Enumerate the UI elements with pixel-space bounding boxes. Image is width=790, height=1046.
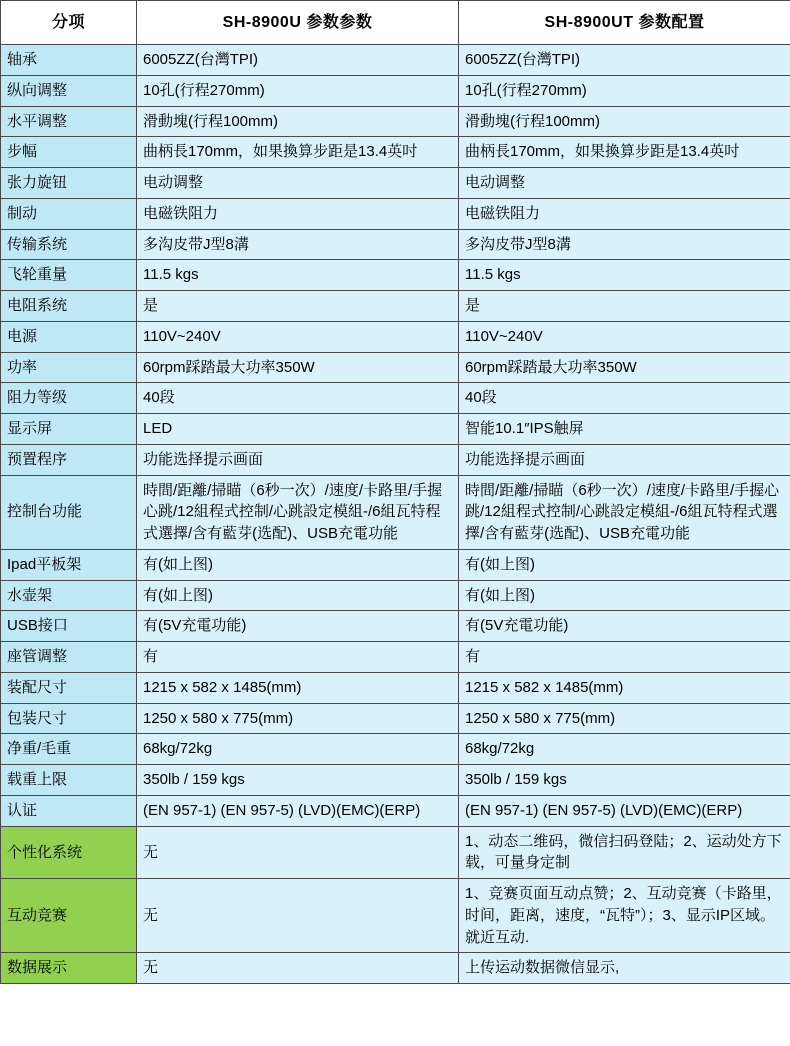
row-value-model-u: 曲柄長170mm，如果換算步距是13.4英吋	[137, 137, 459, 168]
row-value-model-ut: 功能选择提示画面	[459, 444, 790, 475]
row-label: 载重上限	[1, 765, 137, 796]
row-label: 轴承	[1, 45, 137, 76]
row-value-model-u: 电磁铁阻力	[137, 198, 459, 229]
row-value-model-ut: 电磁铁阻力	[459, 198, 790, 229]
table-row	[1, 703, 790, 734]
row-value-model-u: 是	[137, 291, 459, 322]
row-value-model-ut: 110V~240V	[459, 321, 790, 352]
row-label: 电阻系统	[1, 291, 137, 322]
row-label: 装配尺寸	[1, 672, 137, 703]
header-cell-model-u: SH-8900U 参数参数	[137, 1, 459, 45]
table-row	[1, 383, 790, 414]
row-value-model-ut: 1215 x 582 x 1485(mm)	[459, 672, 790, 703]
row-value-model-u: 有(如上图)	[137, 549, 459, 580]
row-value-model-u: 11.5 kgs	[137, 260, 459, 291]
table-row	[1, 734, 790, 765]
table-row	[1, 414, 790, 445]
table-row	[1, 198, 790, 229]
row-label: 纵向调整	[1, 75, 137, 106]
row-label: 预置程序	[1, 444, 137, 475]
table-row	[1, 953, 790, 984]
table-row	[1, 879, 790, 953]
table-row	[1, 475, 790, 549]
row-label: 互动竞赛	[1, 879, 137, 953]
row-label: 步幅	[1, 137, 137, 168]
row-value-model-u: 多沟皮带J型8溝	[137, 229, 459, 260]
row-value-model-u: LED	[137, 414, 459, 445]
row-value-model-ut: 曲柄長170mm，如果換算步距是13.4英吋	[459, 137, 790, 168]
table-row	[1, 549, 790, 580]
row-value-model-ut: 1250 x 580 x 775(mm)	[459, 703, 790, 734]
row-label: 显示屏	[1, 414, 137, 445]
row-label: 控制台功能	[1, 475, 137, 549]
table-row	[1, 352, 790, 383]
row-value-model-u: 350lb / 159 kgs	[137, 765, 459, 796]
row-label: 张力旋钮	[1, 168, 137, 199]
row-label: 制动	[1, 198, 137, 229]
row-label: 个性化系统	[1, 826, 137, 879]
row-value-model-ut: 40段	[459, 383, 790, 414]
table-row	[1, 826, 790, 879]
row-label: 传输系统	[1, 229, 137, 260]
row-label: 飞轮重量	[1, 260, 137, 291]
row-value-model-u: 有(如上图)	[137, 580, 459, 611]
row-value-model-ut: 6005ZZ(台灣TPI)	[459, 45, 790, 76]
table-row	[1, 75, 790, 106]
table-row	[1, 642, 790, 673]
row-label: 包装尺寸	[1, 703, 137, 734]
row-value-model-ut: 68kg/72kg	[459, 734, 790, 765]
row-value-model-u: 60rpm踩踏最大功率350W	[137, 352, 459, 383]
table-row	[1, 321, 790, 352]
header-cell-category: 分项	[1, 1, 137, 45]
row-value-model-u: (EN 957-1) (EN 957-5) (LVD)(EMC)(ERP)	[137, 795, 459, 826]
table-row	[1, 260, 790, 291]
row-label: 座管调整	[1, 642, 137, 673]
row-value-model-u: 6005ZZ(台灣TPI)	[137, 45, 459, 76]
table-row	[1, 229, 790, 260]
row-value-model-u: 10孔(行程270mm)	[137, 75, 459, 106]
table-row	[1, 106, 790, 137]
row-value-model-u: 无	[137, 879, 459, 953]
table-row	[1, 137, 790, 168]
row-value-model-u: 110V~240V	[137, 321, 459, 352]
row-value-model-ut: 時間/距離/掃瞄（6秒一次）/速度/卡路里/手握心跳/12組程式控制/心跳設定模組-/6組瓦特程式選擇/含有藍芽(选配)、USB充電功能	[459, 475, 790, 549]
row-value-model-ut: 350lb / 159 kgs	[459, 765, 790, 796]
row-value-model-u: 电动调整	[137, 168, 459, 199]
row-value-model-u: 1215 x 582 x 1485(mm)	[137, 672, 459, 703]
row-label: 数据展示	[1, 953, 137, 984]
row-value-model-ut: 11.5 kgs	[459, 260, 790, 291]
row-value-model-ut: 有	[459, 642, 790, 673]
row-value-model-ut: 有(5V充電功能)	[459, 611, 790, 642]
table-row	[1, 444, 790, 475]
row-label: 水平调整	[1, 106, 137, 137]
table-row	[1, 611, 790, 642]
row-value-model-ut: 智能10.1″IPS触屏	[459, 414, 790, 445]
row-value-model-ut: (EN 957-1) (EN 957-5) (LVD)(EMC)(ERP)	[459, 795, 790, 826]
row-value-model-u: 40段	[137, 383, 459, 414]
table-row	[1, 672, 790, 703]
table-row	[1, 168, 790, 199]
header-cell-model-ut: SH-8900UT 参数配置	[459, 1, 790, 45]
row-label: Ipad平板架	[1, 549, 137, 580]
row-value-model-u: 有(5V充電功能)	[137, 611, 459, 642]
table-row	[1, 765, 790, 796]
row-value-model-u: 功能选择提示画面	[137, 444, 459, 475]
table-row	[1, 795, 790, 826]
row-label: 功率	[1, 352, 137, 383]
table-row	[1, 580, 790, 611]
row-label: 电源	[1, 321, 137, 352]
row-value-model-ut: 电动调整	[459, 168, 790, 199]
row-value-model-ut: 多沟皮带J型8溝	[459, 229, 790, 260]
row-value-model-ut: 上传运动数据微信显示,	[459, 953, 790, 984]
row-value-model-ut: 滑動塊(行程100mm)	[459, 106, 790, 137]
row-label: 水壶架	[1, 580, 137, 611]
row-label: 认证	[1, 795, 137, 826]
row-value-model-ut: 60rpm踩踏最大功率350W	[459, 352, 790, 383]
table-row	[1, 291, 790, 322]
row-value-model-ut: 10孔(行程270mm)	[459, 75, 790, 106]
row-label: USB接口	[1, 611, 137, 642]
row-value-model-u: 无	[137, 953, 459, 984]
row-label: 净重/毛重	[1, 734, 137, 765]
row-value-model-u: 68kg/72kg	[137, 734, 459, 765]
row-value-model-u: 有	[137, 642, 459, 673]
row-value-model-ut: 1、动态二维码，微信扫码登陆；2、运动处方下载，可量身定制	[459, 826, 790, 879]
row-value-model-u: 時間/距離/掃瞄（6秒一次）/速度/卡路里/手握心跳/12組程式控制/心跳設定模組-/6組瓦特程式選擇/含有藍芽(选配)、USB充電功能	[137, 475, 459, 549]
row-label: 阻力等级	[1, 383, 137, 414]
table-row	[1, 45, 790, 76]
row-value-model-ut: 是	[459, 291, 790, 322]
table-header-row	[1, 1, 790, 45]
row-value-model-u: 无	[137, 826, 459, 879]
row-value-model-ut: 有(如上图)	[459, 580, 790, 611]
row-value-model-u: 滑動塊(行程100mm)	[137, 106, 459, 137]
row-value-model-u: 1250 x 580 x 775(mm)	[137, 703, 459, 734]
row-value-model-ut: 有(如上图)	[459, 549, 790, 580]
row-value-model-ut: 1、竞赛页面互动点赞；2、互动竞赛（卡路里，时间，距离，速度，“瓦特”）；3、显示IP区域。就近互动.	[459, 879, 790, 953]
